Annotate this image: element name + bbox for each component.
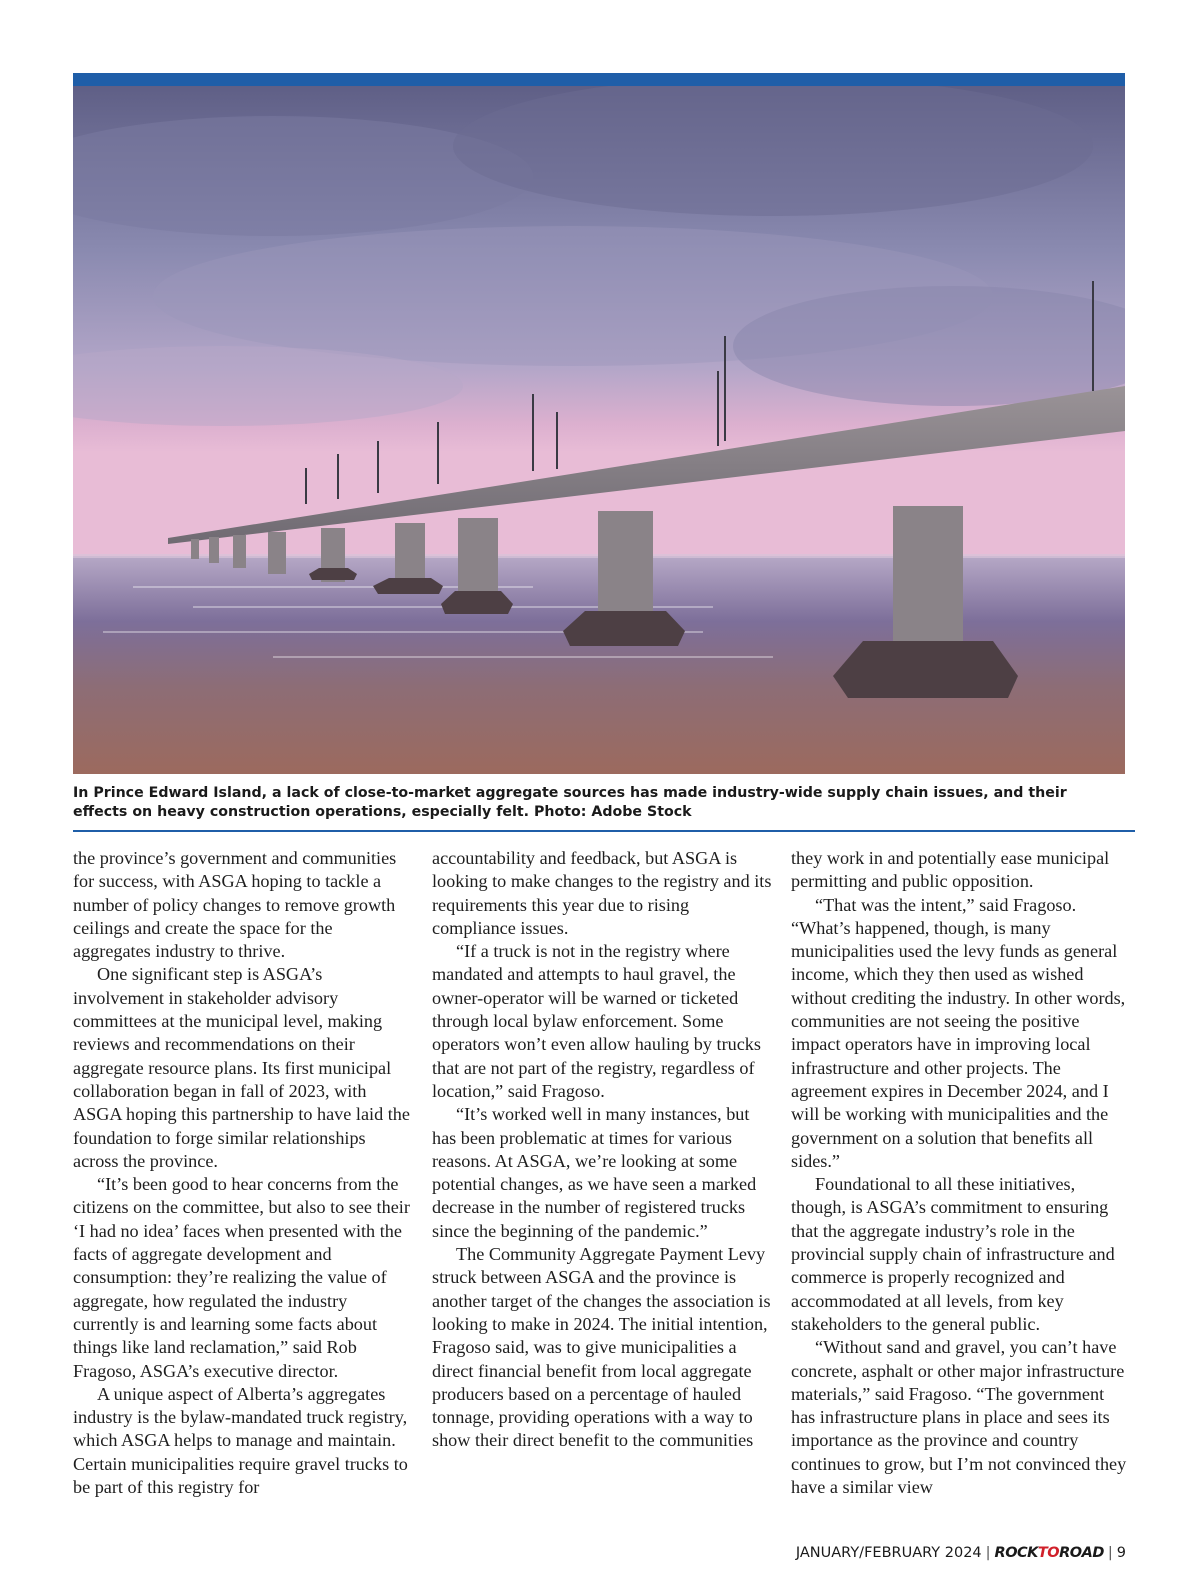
article-column-3 [791, 847, 1131, 1499]
bridge-photo [73, 86, 1125, 774]
paragraph: “That was the intent,” said Fragoso. “What’s happened, though, is many municipalities used the levy funds as general income, which they then used as wished without crediting the industry. In other words, communities are not seeing the positive impact operators have in improving local infrastructure and other projects. The agreement expires in December 2024, and I will be working with municipalities and the government on a solution that benefits all sides.” [791, 894, 1126, 1171]
page-number: 9 [1116, 1545, 1126, 1561]
article-column-2 [432, 847, 772, 1453]
photo-caption: In Prince Edward Island, a lack of close-to-market aggregate sources has made industry-wide supply chain issues, and their effects on heavy construction operations, especially felt. Photo: Adobe Stock [73, 785, 1067, 820]
paragraph: “Without sand and gravel, you can’t have concrete, asphalt or other major infrastructure materials,” said Fragoso. “The government has infrastructure plans in place and sees its importance as the province and country continues to grow, but I’m not convinced they have a similar view [791, 1337, 1127, 1498]
footer-separator: | [1107, 1545, 1113, 1561]
issue-date: JANUARY/FEBRUARY 2024 [795, 1545, 982, 1561]
brand-road: ROAD [1059, 1545, 1104, 1561]
bridge-photo-icon [73, 86, 1125, 774]
paragraph: they work in and potentially ease municipal permitting and public opposition. [791, 848, 1110, 892]
top-accent-rule [73, 73, 1125, 86]
paragraph: The Community Aggregate Payment Levy struck between ASGA and the province is another target of the changes the association is looking to make in 2024. The initial intention, Fragoso said, was to give municipalities a direct financial benefit from local aggregate producers based on a percentage of hauled tonnage, providing operations with a way to show their direct benefit to the communities [432, 1244, 771, 1451]
paragraph: Foundational to all these initiatives, though, is ASGA’s commitment to ensuring that the aggregate industry’s role in the provincial supply chain of infrastructure and commerce is properly recognized and accommodated at all levels, from key stakeholders to the general public. [791, 1174, 1115, 1334]
magazine-brand [995, 1545, 1104, 1561]
paragraph: the province’s government and communities for success, with ASGA hoping to tackle a number of policy changes to remove growth ceilings and create the space for the aggregates industry to thrive. [73, 848, 397, 962]
page-footer [796, 1545, 1126, 1561]
paragraph: “If a truck is not in the registry where mandated and attempts to haul gravel, the owner-operator will be warned or ticketed through local bylaw enforcement. Some operators won’t even allow hauling by trucks that are not part of the registry, regardless of location,” said Fragoso. [432, 941, 761, 1101]
paragraph: “It’s worked well in many instances, but has been problematic at times for various reasons. At ASGA, we’re looking at some potential changes, as we have seen a marked decrease in the number of registered trucks since the beginning of the pandemic.” [432, 1104, 757, 1241]
caption-rule [73, 830, 1135, 832]
paragraph: A unique aspect of Alberta’s aggregates industry is the bylaw-mandated truck registry, which ASGA helps to manage and maintain. Certain municipalities require gravel trucks to be part of this registry for [73, 1383, 408, 1498]
article-column-1 [73, 847, 413, 1499]
paragraph: One significant step is ASGA’s involvement in stakeholder advisory committees at the municipal level, making reviews and recommendations on their aggregate resource plans. Its first municipal collaboration began in fall of 2023, with ASGA hoping this partnership to have laid the foundation to forge similar relationships across the province. [73, 964, 410, 1171]
brand-to: TO [1037, 1545, 1060, 1561]
brand-rock: ROCK [994, 1545, 1038, 1561]
paragraph: “It’s been good to hear concerns from the citizens on the committee, but also to see their ‘I had no idea’ faces when presented with the facts of aggregate development and consumption: they’re realizing the value of aggregate, how regulated the industry currently is and learning some facts about things like land reclamation,” said Rob Fragoso, ASGA’s executive director. [73, 1174, 410, 1381]
footer-separator: | [985, 1545, 991, 1561]
paragraph: accountability and feedback, but ASGA is looking to make changes to the registry and its requirements this year due to rising compliance issues. [432, 848, 772, 938]
